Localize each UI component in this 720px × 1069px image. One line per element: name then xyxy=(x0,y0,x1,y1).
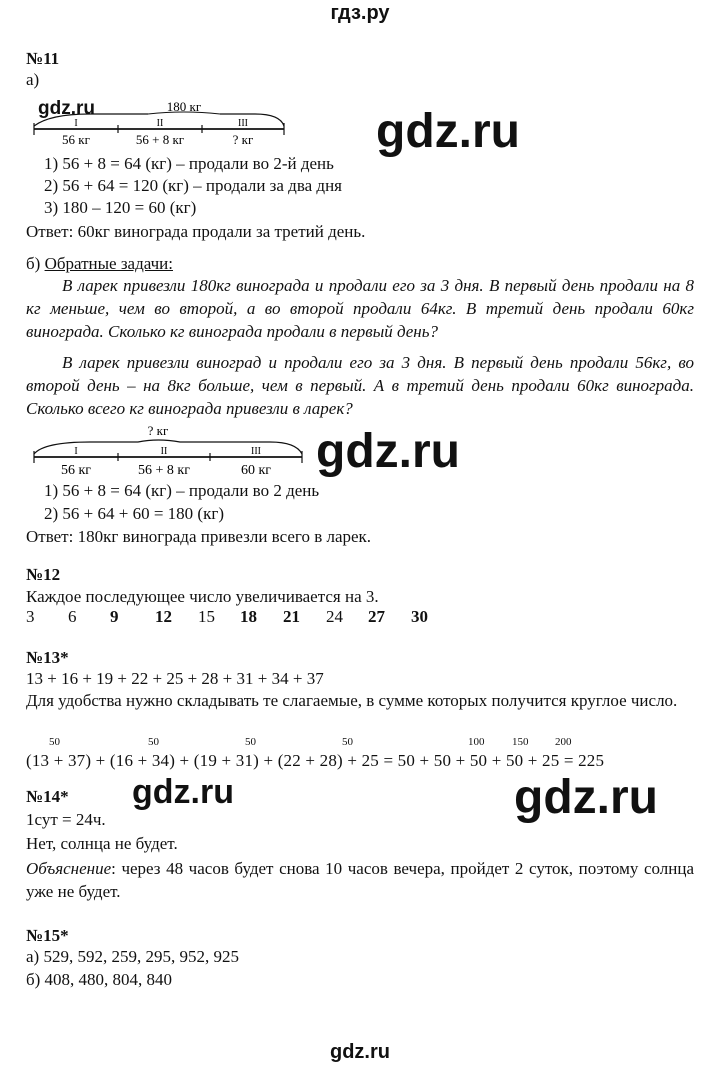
diagram2-seg1: 56 кг xyxy=(60,463,92,478)
diagram1-total: 180 кг xyxy=(166,99,202,114)
diagram2-seg3: 60 кг xyxy=(240,463,272,478)
diagram1-seg1: 56 кг xyxy=(62,132,90,147)
part-b-prefix: б) xyxy=(26,254,41,273)
sequence-item: 9 xyxy=(110,607,119,626)
inverse-problem-2: В ларек привезли виноград и продали его за 3 дня. В первый день продали 56кг, во второй день – на 8кг больше, чем в первый. А в третий день продали 60кг винограда. Сколько всего кг винограда привезли в ларек? xyxy=(26,353,694,418)
task-11-number: №11 xyxy=(26,49,60,68)
site-footer: gdz.ru xyxy=(330,1041,390,1063)
sequence-item: 27 xyxy=(368,607,385,626)
watermark-large: gdz.ru xyxy=(514,771,658,824)
sum-annotation: 50 xyxy=(49,736,60,748)
sum-annotation: 50 xyxy=(342,736,353,748)
sum-annotation: 100 xyxy=(468,736,485,748)
task-12-text: Каждое последующее число увеличивается на 3. xyxy=(26,587,379,606)
task-11-answer-b: Ответ: 180кг винограда привезли всего в ларек. xyxy=(26,527,372,546)
task-15-part-b: б) 408, 480, 804, 840 xyxy=(26,970,173,989)
sequence-item: 12 xyxy=(155,607,172,626)
diagram2-seg2: 56 + 8 кг xyxy=(138,463,190,478)
task-13-text: Для удобства нужно складывать те слагаемые, в сумме которых получится круглое число. xyxy=(26,691,678,710)
task-11-part-b xyxy=(26,254,173,274)
diagram2-seg3-mark: III xyxy=(251,446,261,457)
sum-annotation: 200 xyxy=(555,736,572,748)
sum-annotation: 50 xyxy=(148,736,159,748)
sum-annotation: 150 xyxy=(512,736,529,748)
task-14-number: №14* xyxy=(26,787,69,806)
task-11-step-1: 1) 56 + 8 = 64 (кг) – продали во 2-й день xyxy=(44,154,334,173)
sequence-item: 3 xyxy=(26,607,35,626)
task-11-b-step-1: 1) 56 + 8 = 64 (кг) – продали во 2 день xyxy=(44,481,320,500)
diagram1-seg2-mark: II xyxy=(156,118,164,129)
diagram1-seg1-mark: I xyxy=(74,118,78,129)
segment-diagram-1 xyxy=(30,92,300,152)
task-12-number: №12 xyxy=(26,565,61,584)
inverse-problem-1: В ларек привезли 180кг винограда и продали его за 3 дня. В первый день продали на 8 кг меньше, чем во второй, а во второй продали 64кг. В третий день продали 60кг винограда. Сколько кг винограда продали в первый день? xyxy=(26,276,694,341)
sum-annotation: 50 xyxy=(245,736,256,748)
task-11-step-2: 2) 56 + 64 = 120 (кг) – продали за два дня xyxy=(44,176,342,195)
sequence-item: 21 xyxy=(283,607,300,626)
watermark-small: gdz.ru xyxy=(38,98,95,119)
task-15-number: №15* xyxy=(26,926,69,945)
task-13-number: №13* xyxy=(26,648,69,667)
task-14-line-2: Нет, солнца не будет. xyxy=(26,834,178,853)
explanation-text: : через 48 часов будет снова 10 часов вечера, пройдет 2 суток, поэтому солнца уже не будет. xyxy=(26,859,694,901)
watermark-large: gdz.ru xyxy=(316,425,460,478)
task-14-explanation xyxy=(26,857,694,903)
task-11-step-3: 3) 180 – 120 = 60 (кг) xyxy=(44,198,197,217)
number-sequence xyxy=(0,607,720,629)
task-15-part-a: а) 529, 592, 259, 295, 952, 925 xyxy=(26,947,239,966)
sequence-item: 24 xyxy=(326,607,343,626)
site-header: гдз.ру xyxy=(330,2,390,24)
task-11-b-step-2: 2) 56 + 64 + 60 = 180 (кг) xyxy=(44,504,224,523)
sequence-item: 15 xyxy=(198,607,215,626)
sequence-item: 30 xyxy=(411,607,428,626)
task-14-line-1: 1сут = 24ч. xyxy=(26,810,106,829)
diagram1-seg2: 56 + 8 кг xyxy=(135,132,185,147)
sequence-item: 6 xyxy=(68,607,77,626)
diagram2-seg1-mark: I xyxy=(74,446,78,457)
task-11-answer-a: Ответ: 60кг винограда продали за третий день. xyxy=(26,222,366,241)
sequence-item: 18 xyxy=(240,607,257,626)
task-13-grouped-sum: (13 + 37) + (16 + 34) + (19 + 31) + (22 + 28) + 25 = 50 + 50 + 50 + 50 + 25 = 225 xyxy=(26,751,605,770)
diagram2-seg2-mark: II xyxy=(160,446,168,457)
explanation-label: Объяснение xyxy=(26,859,112,878)
task-11-part-a: а) xyxy=(26,70,40,89)
segment-diagram-2 xyxy=(30,418,320,480)
task-13-expression: 13 + 16 + 19 + 22 + 25 + 28 + 31 + 34 + 37 xyxy=(26,669,324,688)
diagram1-seg3: ? кг xyxy=(232,132,254,147)
part-b-label: Обратные задачи: xyxy=(44,254,173,273)
diagram2-total: ? кг xyxy=(147,423,169,438)
watermark-large: gdz.ru xyxy=(376,105,520,158)
watermark-medium: gdz.ru xyxy=(132,773,234,811)
diagram1-seg3-mark: III xyxy=(238,118,248,129)
